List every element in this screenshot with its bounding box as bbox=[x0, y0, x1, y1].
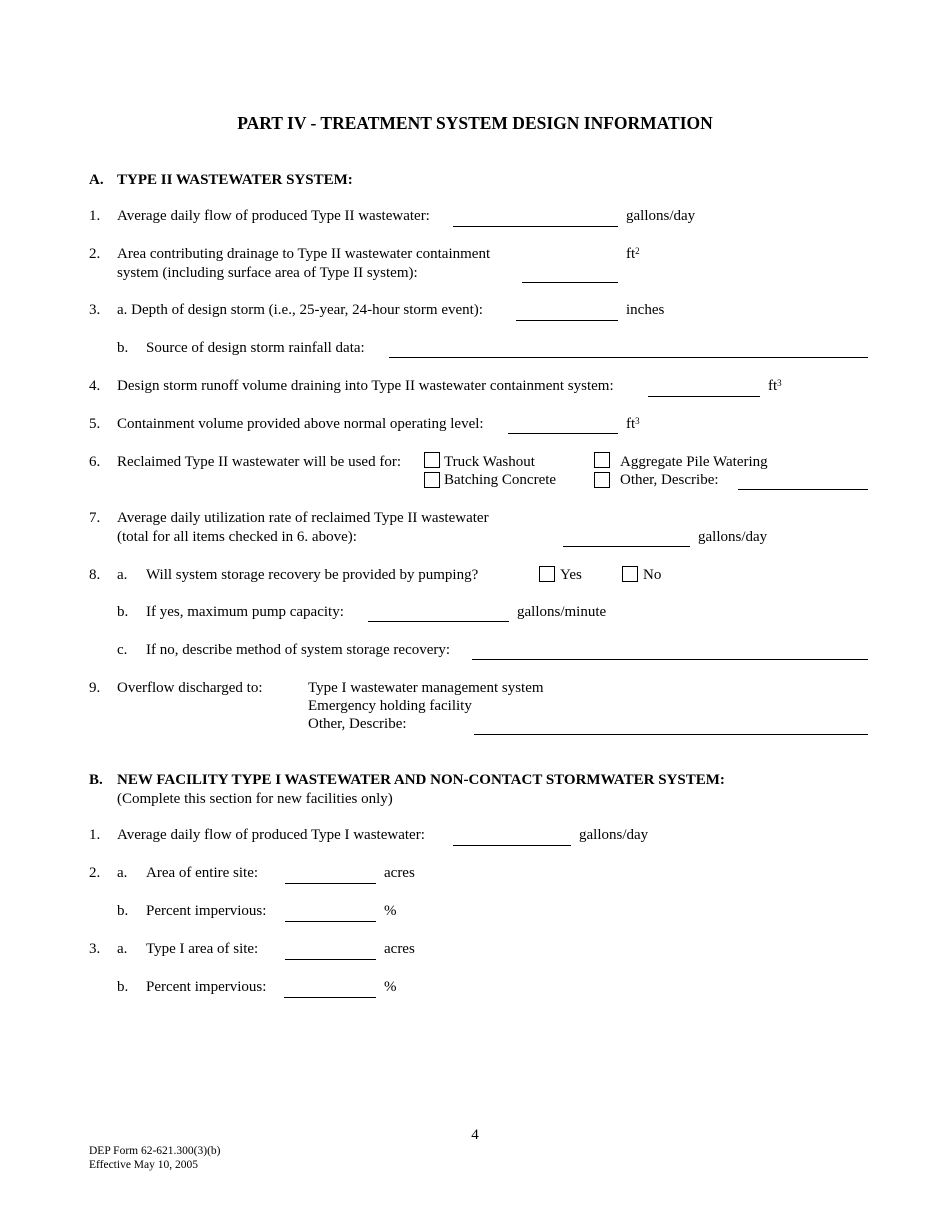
a-q5-number: 5. bbox=[89, 416, 101, 432]
b-q3a-unit: acres bbox=[384, 941, 415, 957]
a-q3a-label: a. Depth of design storm (i.e., 25-year, 24-hour storm event): bbox=[117, 302, 483, 318]
a-q7-label-line1: Average daily utilization rate of reclaimed Type II wastewater bbox=[117, 510, 489, 526]
a-q3a-input[interactable] bbox=[516, 320, 618, 321]
other-use-describe-input[interactable] bbox=[738, 489, 868, 490]
a-q3b-label: Source of design storm rainfall data: bbox=[146, 340, 365, 356]
b-q1-label: Average daily flow of produced Type I wastewater: bbox=[117, 827, 425, 843]
footer-form-number: DEP Form 62-621.300(3)(b) bbox=[89, 1145, 221, 1157]
b-q1-number: 1. bbox=[89, 827, 101, 843]
a-q8a-letter: a. bbox=[117, 567, 128, 583]
other-use-checkbox[interactable] bbox=[594, 472, 610, 488]
b-q3b-label: Percent impervious: bbox=[146, 979, 267, 995]
section-a-letter: A. bbox=[89, 172, 104, 188]
b-q2b-label: Percent impervious: bbox=[146, 903, 267, 919]
overflow-type-i-option[interactable]: Type I wastewater management system bbox=[308, 680, 544, 696]
a-q8c-letter: c. bbox=[117, 642, 128, 658]
a-q4-label: Design storm runoff volume draining into Type II wastewater containment system: bbox=[117, 378, 614, 394]
a-q8b-label: If yes, maximum pump capacity: bbox=[146, 604, 344, 620]
a-q6-label: Reclaimed Type II wastewater will be used for: bbox=[117, 454, 401, 470]
b-q2a-unit: acres bbox=[384, 865, 415, 881]
a-q5-unit: $ft^3$ bbox=[626, 416, 640, 432]
b-q3b-unit: % bbox=[384, 979, 397, 995]
a-q4-number: 4. bbox=[89, 378, 101, 394]
a-q4-input[interactable] bbox=[648, 396, 760, 397]
section-a-heading: TYPE II WASTEWATER SYSTEM: bbox=[117, 172, 353, 188]
a-q4-unit: $ft^3$ bbox=[768, 378, 782, 394]
b-q3a-input[interactable] bbox=[285, 959, 376, 960]
a-q1-unit: gallons/day bbox=[626, 208, 696, 224]
section-b-letter: B. bbox=[89, 772, 103, 788]
pumping-no-label: No bbox=[643, 567, 662, 583]
a-q8a-label: Will system storage recovery be provided by pumping? bbox=[146, 567, 479, 583]
other-use-label: Other, Describe: bbox=[620, 472, 719, 488]
a-q2-input[interactable] bbox=[522, 282, 618, 283]
batching-concrete-checkbox[interactable] bbox=[424, 472, 440, 488]
section-b-heading: NEW FACILITY TYPE I WASTEWATER AND NON-CONTACT STORMWATER SYSTEM: bbox=[117, 772, 725, 788]
page-number: 4 bbox=[471, 1127, 479, 1143]
b-q2b-unit: % bbox=[384, 903, 397, 919]
a-q9-label: Overflow discharged to: bbox=[117, 680, 263, 696]
a-q2-unit: $ft^2$ bbox=[626, 246, 640, 262]
pumping-yes-label: Yes bbox=[560, 567, 582, 583]
page-title: PART IV - TREATMENT SYSTEM DESIGN INFORMATION bbox=[237, 113, 713, 133]
b-q3a-label: Type I area of site: bbox=[146, 941, 259, 957]
b-q1-unit: gallons/day bbox=[579, 827, 649, 843]
b-q3b-letter: b. bbox=[117, 979, 129, 995]
b-q3b-input[interactable] bbox=[284, 997, 376, 998]
b-q2-number: 2. bbox=[89, 865, 101, 881]
aggregate-pile-watering-label: Aggregate Pile Watering bbox=[620, 454, 768, 470]
b-q2b-input[interactable] bbox=[285, 921, 376, 922]
a-q3b-input[interactable] bbox=[389, 357, 868, 358]
pumping-yes-checkbox[interactable] bbox=[539, 566, 555, 582]
b-q1-input[interactable] bbox=[453, 845, 571, 846]
overflow-other-option[interactable]: Other, Describe: bbox=[308, 716, 407, 732]
overflow-emergency-option[interactable]: Emergency holding facility bbox=[308, 698, 472, 714]
footer-effective-date: Effective May 10, 2005 bbox=[89, 1159, 199, 1171]
a-q7-input[interactable] bbox=[563, 546, 690, 547]
a-q1-input[interactable] bbox=[453, 226, 618, 227]
a-q8b-letter: b. bbox=[117, 604, 129, 620]
overflow-other-describe-input[interactable] bbox=[474, 734, 868, 735]
a-q1-label: Average daily flow of produced Type II wastewater: bbox=[117, 208, 430, 224]
a-q2-label-line1: Area contributing drainage to Type II wastewater containment bbox=[117, 246, 491, 262]
truck-washout-label: Truck Washout bbox=[444, 454, 535, 470]
a-q7-label-line2: (total for all items checked in 6. above): bbox=[117, 529, 357, 545]
b-q2a-label: Area of entire site: bbox=[146, 865, 259, 881]
a-q7-unit: gallons/day bbox=[698, 529, 768, 545]
pumping-no-checkbox[interactable] bbox=[622, 566, 638, 582]
b-q3a-letter: a. bbox=[117, 941, 128, 957]
a-q8c-label: If no, describe method of system storage recovery: bbox=[146, 642, 451, 658]
truck-washout-checkbox[interactable] bbox=[424, 452, 440, 468]
a-q9-number: 9. bbox=[89, 680, 101, 696]
a-q8b-input[interactable] bbox=[368, 621, 509, 622]
a-q8c-input[interactable] bbox=[472, 659, 868, 660]
section-b-subheading: (Complete this section for new facilities only) bbox=[117, 791, 393, 807]
b-q2a-input[interactable] bbox=[285, 883, 376, 884]
b-q3-number: 3. bbox=[89, 941, 101, 957]
a-q3b-letter: b. bbox=[117, 340, 129, 356]
a-q5-input[interactable] bbox=[508, 433, 618, 434]
a-q8b-unit: gallons/minute bbox=[517, 604, 607, 620]
a-q8-number: 8. bbox=[89, 567, 101, 583]
a-q2-label-line2: system (including surface area of Type II system): bbox=[117, 265, 418, 281]
b-q2a-letter: a. bbox=[117, 865, 128, 881]
b-q2b-letter: b. bbox=[117, 903, 129, 919]
a-q3a-unit: inches bbox=[626, 302, 665, 318]
a-q5-label: Containment volume provided above normal operating level: bbox=[117, 416, 484, 432]
a-q2-number: 2. bbox=[89, 246, 101, 262]
a-q3-number: 3. bbox=[89, 302, 101, 318]
aggregate-pile-watering-checkbox[interactable] bbox=[594, 452, 610, 468]
a-q7-number: 7. bbox=[89, 510, 101, 526]
a-q1-number: 1. bbox=[89, 208, 101, 224]
batching-concrete-label: Batching Concrete bbox=[444, 472, 557, 488]
a-q6-number: 6. bbox=[89, 454, 101, 470]
